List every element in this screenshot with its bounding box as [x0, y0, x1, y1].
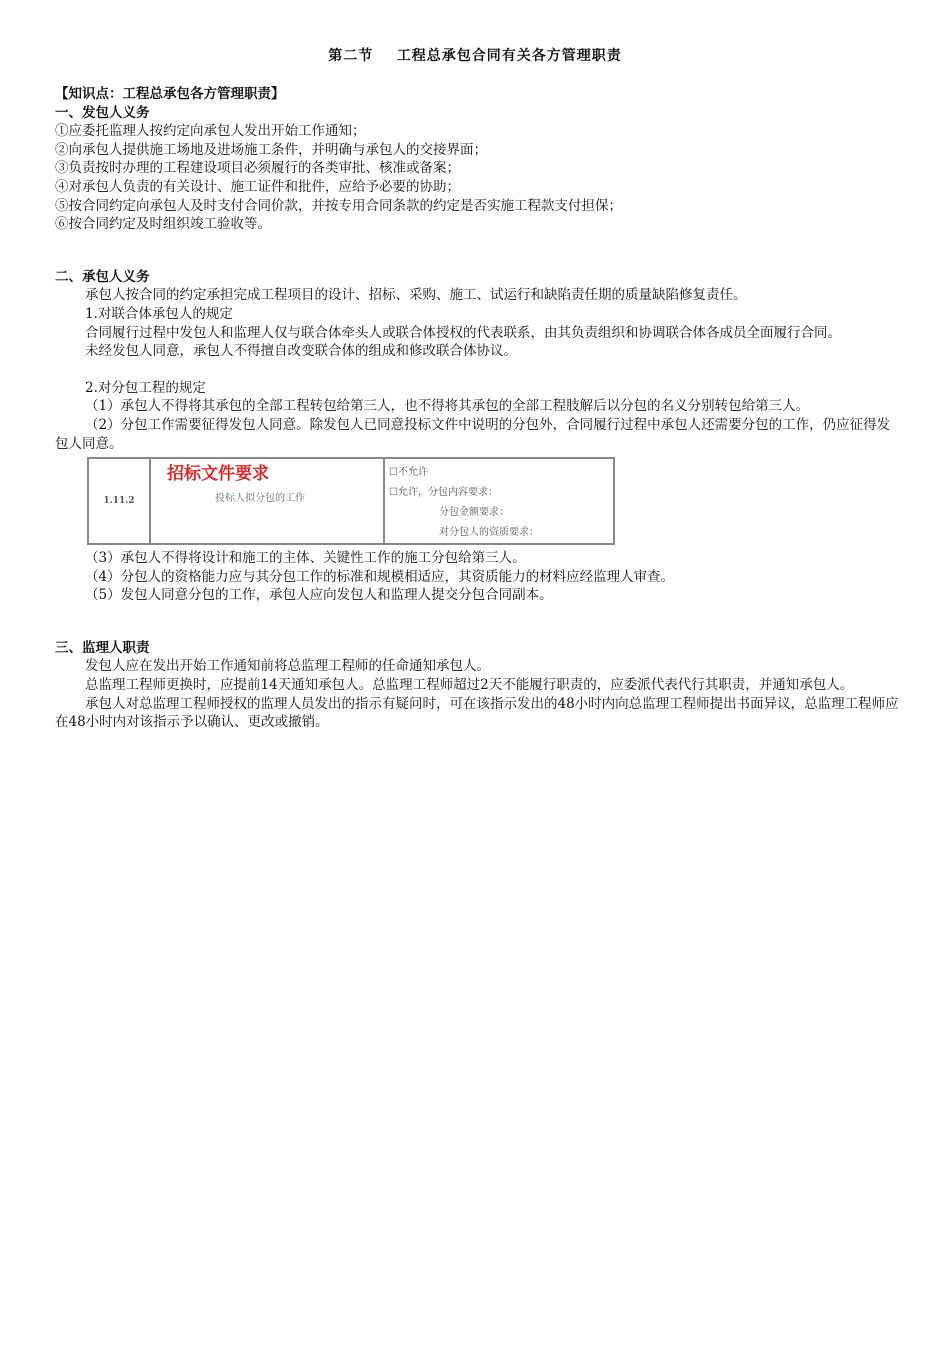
section2-sub2-paragraph: （4）分包人的资格能力应与其分包工作的标准和规模相适应，其资质能力的材料应经监理人审查。: [85, 568, 675, 585]
section2-intro: 承包人按合同的约定承担完成工程项目的设计、招标、采购、施工、试运行和缺陷责任期的质量缺陷修复责任。: [85, 287, 747, 304]
section1-item: ④对承包人负责的有关设计、施工证件和批件，应给予必要的协助；: [55, 178, 460, 195]
section2-sub2-title: 2.对分包工程的规定: [85, 379, 206, 396]
section2-sub1-paragraph: 合同履行过程中发包人和监理人仅与联合体牵头人或联合体授权的代表联系，由其负责组织和协调联合体各成员全面履行合同。: [85, 324, 841, 341]
section3-paragraph: 发包人应在发出开始工作通知前将总监理工程师的任命通知承包人。: [85, 658, 490, 675]
section3-paragraph: 总监理工程师更换时，应提前14天通知承包人。总监理工程师超过2天不能履行职责的，应委派代表代行其职责，并通知承包人。: [85, 677, 854, 694]
options-cell: [384, 458, 614, 544]
section1-item: ⑤按合同约定向承包人及时支付合同价款，并按专用合同条款的约定是否实施工程款支付担保；: [55, 197, 622, 214]
section2-sub2-paragraph: （3）承包人不得将设计和施工的主体、关键性工作的施工分包给第三人。: [85, 550, 526, 567]
spacer: [55, 234, 900, 268]
requirement-title: 招标文件要求: [167, 464, 269, 485]
section3-paragraph: 承包人对总监理工程师授权的监理人员发出的指示有疑问时，可在该指示发出的48小时内向总监理工程师提出书面异议，总监理工程师应在48小时内对该指示予以确认、更改或撤销。: [55, 695, 899, 731]
option-qualification: 对分包人的资质要求：: [439, 527, 539, 539]
spacer: [55, 361, 900, 379]
option-deny: ☐不允许: [389, 467, 428, 479]
section2-sub2-paragraph: （1）承包人不得将其承包的全部工程转包给第三人，也不得将其承包的全部工程肢解后以分包的名义分别转包给第三人。: [85, 398, 810, 415]
section1-item: ⑥按合同约定及时组织竣工验收等。: [55, 216, 271, 233]
clause-code: 1.11.2: [88, 458, 150, 544]
section1-item: ②向承包人提供施工场地及进场施工条件，并明确与承包人的交接界面；: [55, 141, 487, 158]
knowledge-point-heading: 【知识点：工程总承包各方管理职责】: [55, 86, 285, 102]
page-title: 第二节 工程总承包合同有关各方管理职责: [328, 48, 622, 64]
section1-item: ①应委托监理人按约定向承包人发出开始工作通知；: [55, 123, 366, 140]
document-body: [55, 85, 900, 732]
section3-heading: 三、监理人职责: [55, 639, 150, 656]
option-allow: ☐允许，分包内容要求：: [389, 487, 498, 499]
section2-heading: 二、承包人义务: [55, 268, 150, 285]
section1-item: ③负责按时办理的工程建设项目必须履行的各类审批、核准或备案；: [55, 160, 460, 177]
tender-requirement-table: [87, 457, 615, 545]
section2-sub1-paragraph: 未经发包人同意，承包人不得擅自改变联合体的组成和修改联合体协议。: [85, 343, 517, 360]
section1-heading: 一、发包人义务: [55, 104, 150, 121]
option-amount: 分包金额要求：: [439, 507, 509, 519]
section2-sub1-title: 1.对联合体承包人的规定: [85, 305, 233, 322]
section2-sub2-paragraph: （2）分包工作需要征得发包人同意。除发包人已同意投标文件中说明的分包外，合同履行过程中承包人还需要分包的工作，仍应征得发包人同意。: [55, 416, 891, 452]
spacer: [55, 605, 900, 639]
requirement-subtitle: 投标人拟分包的工作: [215, 492, 305, 504]
requirement-cell: [150, 458, 384, 544]
section2-sub2-paragraph: （5）发包人同意分包的工作，承包人应向发包人和监理人提交分包合同副本。: [85, 587, 553, 604]
